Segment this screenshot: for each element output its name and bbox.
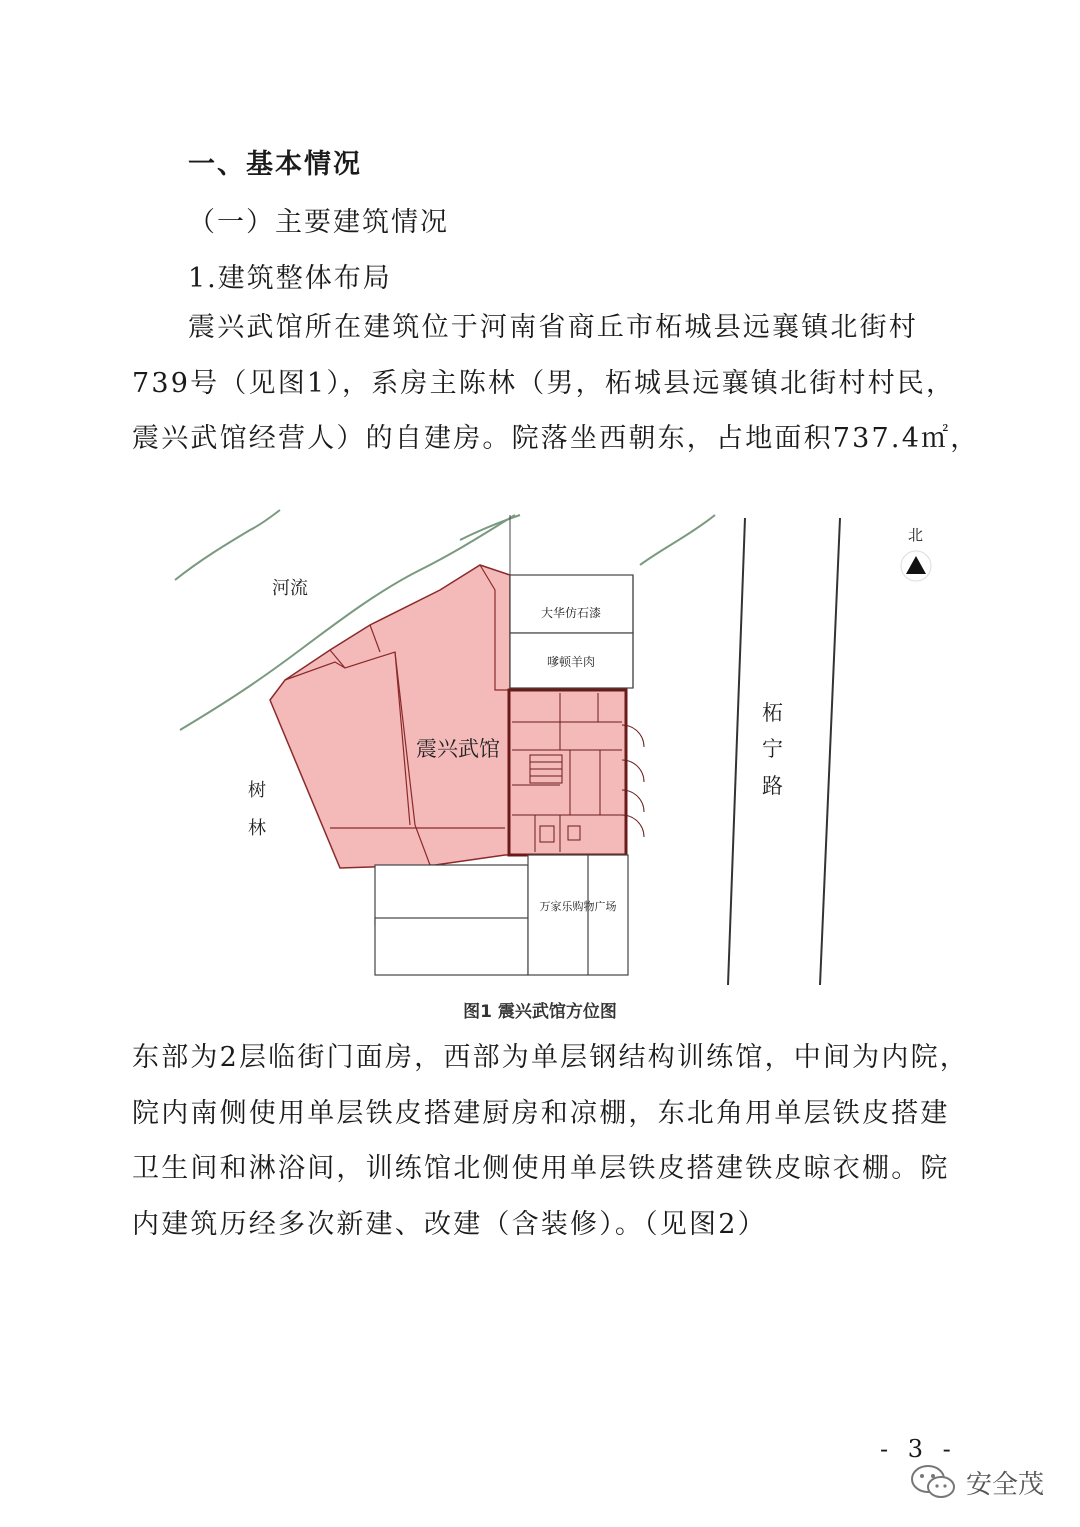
road-label: 路 — [762, 774, 783, 798]
paragraph-line: 院内南侧使用单层铁皮搭建厨房和凉棚，东北角用单层铁皮搭建 — [132, 1097, 950, 1129]
paragraph-line: 内建筑历经多次新建、改建（含装修）。（见图2） — [132, 1208, 767, 1240]
woods-label: 树 — [248, 780, 266, 801]
subsection-heading: （一）主要建筑情况 — [188, 207, 449, 238]
woods-label: 林 — [248, 818, 266, 839]
paragraph-2 — [132, 1030, 969, 1252]
paragraph-line: 739号（见图1），系房主陈林（男，柘城县远襄镇北街村村民， — [132, 367, 956, 399]
shop-label-1: 大华仿石漆 — [540, 606, 602, 620]
mall-label: 万家乐购物广场 — [539, 900, 617, 913]
watermark — [908, 1462, 1044, 1502]
paragraph-line: 卫生间和淋浴间，训练馆北侧使用单层铁皮搭建铁皮晾衣棚。院 — [132, 1153, 950, 1184]
item-heading: 1.建筑整体布局 — [188, 263, 392, 294]
north-label: 北 — [908, 526, 924, 544]
river-line — [640, 515, 715, 565]
wechat-icon — [908, 1462, 960, 1502]
figure-caption: 图1 震兴武馆方位图 — [463, 1002, 617, 1022]
river-line — [175, 510, 280, 580]
paragraph-line: 震兴武馆所在建筑位于河南省商丘市柘城县远襄镇北街村 — [188, 312, 918, 343]
mall-block — [528, 855, 628, 975]
road-edge — [820, 518, 840, 985]
road-edge — [728, 518, 745, 985]
paragraph-line: 震兴武馆经营人）的自建房。院落坐西朝东，占地面积737.4㎡， — [132, 423, 980, 454]
page-number: - 3 - — [880, 1435, 957, 1463]
road-label: 柘 — [762, 701, 783, 725]
shop-block — [510, 575, 633, 633]
south-block — [375, 918, 528, 975]
shop-label-2: 嗲顿羊肉 — [546, 655, 596, 669]
watermark-text: 安全茂 — [966, 1469, 1045, 1500]
river-label: 河流 — [272, 578, 308, 599]
main-label: 震兴武馆 — [416, 737, 500, 761]
road-label: 宁 — [762, 737, 783, 761]
section-heading: 一、基本情况 — [188, 149, 362, 180]
south-block — [375, 865, 528, 925]
river-line — [460, 515, 520, 540]
north-arrow-icon — [906, 556, 926, 574]
paragraph-line: 东部为2层临街门面房，西部为单层钢结构训练馆，中间为内院， — [132, 1042, 969, 1073]
